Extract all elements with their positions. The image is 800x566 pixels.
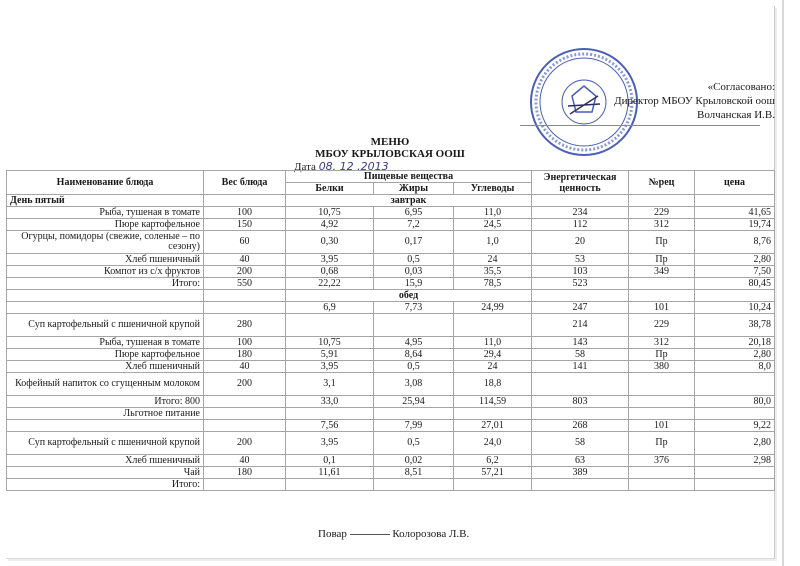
dish-weight: 40 [204, 361, 286, 373]
dish-fat: 0,17 [374, 231, 454, 254]
table-row [7, 207, 775, 219]
dish-name: Чай [7, 467, 204, 479]
dish-name: Кофейный напиток со сгущенным молоком [7, 373, 204, 396]
dish-weight: 200 [204, 373, 286, 396]
total-weight [204, 479, 286, 491]
dish-protein: 4,92 [286, 219, 374, 231]
section-discount-label: Льготное питание [7, 408, 204, 420]
total-fat: 25,94 [374, 396, 454, 408]
header-weight: Вес блюда [204, 171, 286, 195]
dish-protein: 10,75 [286, 337, 374, 349]
dish-name [7, 302, 204, 314]
table-row [7, 302, 775, 314]
section-row-discount [7, 408, 775, 420]
dish-fat [374, 314, 454, 337]
dish-fat: 0,5 [374, 361, 454, 373]
dish-protein: 0,68 [286, 266, 374, 278]
day-label: День пятый [7, 195, 204, 207]
table-row [7, 314, 775, 337]
dish-recipe: Пр [629, 349, 695, 361]
total-energy: 803 [532, 396, 629, 408]
dish-name: Хлеб пшеничный [7, 361, 204, 373]
dish-fat: 0,02 [374, 455, 454, 467]
dish-recipe [629, 373, 695, 396]
approval-position: Директор МБОУ Крыловской оош [614, 95, 775, 107]
menu-title-line1: МЕНЮ [370, 136, 410, 148]
total-protein [286, 479, 374, 491]
dish-energy: 268 [532, 420, 629, 432]
dish-recipe: 229 [629, 314, 695, 337]
menu-table [6, 170, 775, 491]
approval-title: «Согласовано: [707, 81, 775, 93]
dish-price: 10,24 [695, 302, 775, 314]
dish-fat: 7,73 [374, 302, 454, 314]
dish-recipe [629, 467, 695, 479]
dish-protein: 3,95 [286, 254, 374, 266]
dish-name: Суп картофельный с пшеничной крупой [7, 314, 204, 337]
footer-signature [318, 528, 469, 540]
total-fat: 15,9 [374, 278, 454, 290]
total-protein: 33,0 [286, 396, 374, 408]
dish-price: 7,50 [695, 266, 775, 278]
total-recipe [629, 479, 695, 491]
lunch-rows [7, 302, 775, 408]
header-price: цена [695, 171, 775, 195]
dish-energy: 247 [532, 302, 629, 314]
dish-carbs: 6,2 [454, 455, 532, 467]
dish-energy: 143 [532, 337, 629, 349]
dish-name: Хлеб пшеничный [7, 455, 204, 467]
dish-fat: 8,64 [374, 349, 454, 361]
approval-signature-line [520, 125, 760, 126]
dish-energy: 389 [532, 467, 629, 479]
dish-recipe: 101 [629, 420, 695, 432]
dish-carbs: 24 [454, 254, 532, 266]
dish-recipe: 349 [629, 266, 695, 278]
dish-energy: 103 [532, 266, 629, 278]
total-fat [374, 479, 454, 491]
dish-name: Огурцы, помидоры (свежие, соленые – по сезону) [7, 231, 204, 254]
dish-carbs: 1,0 [454, 231, 532, 254]
total-energy: 523 [532, 278, 629, 290]
header-recipe: №рец [629, 171, 695, 195]
dish-weight [204, 420, 286, 432]
table-row [7, 231, 775, 254]
dish-carbs: 29,4 [454, 349, 532, 361]
dish-carbs: 11,0 [454, 207, 532, 219]
section-breakfast-label: завтрак [286, 195, 532, 207]
dish-price [695, 467, 775, 479]
breakfast-rows [7, 207, 775, 290]
table-header-row [7, 171, 775, 183]
dish-recipe: 101 [629, 302, 695, 314]
dish-price: 2,80 [695, 254, 775, 266]
total-energy [532, 479, 629, 491]
dish-protein: 3,1 [286, 373, 374, 396]
dish-carbs: 24,99 [454, 302, 532, 314]
dish-fat: 4,95 [374, 337, 454, 349]
total-recipe [629, 278, 695, 290]
total-label: Итого: [7, 278, 204, 290]
total-price [695, 479, 775, 491]
dish-recipe: Пр [629, 231, 695, 254]
dish-fat: 6,95 [374, 207, 454, 219]
dish-price: 9,22 [695, 420, 775, 432]
dish-name [7, 420, 204, 432]
dish-energy: 214 [532, 314, 629, 337]
dish-protein: 3,95 [286, 432, 374, 455]
date-label: Дата [294, 161, 316, 173]
dish-energy: 20 [532, 231, 629, 254]
dish-carbs: 24,5 [454, 219, 532, 231]
dish-weight: 200 [204, 432, 286, 455]
dish-carbs: 27,01 [454, 420, 532, 432]
table-row [7, 219, 775, 231]
table-row [7, 373, 775, 396]
dish-name: Суп картофельный с пшеничной крупой [7, 432, 204, 455]
dish-name: Хлеб пшеничный [7, 254, 204, 266]
total-weight [204, 396, 286, 408]
menu-title [300, 136, 480, 160]
total-protein: 22,22 [286, 278, 374, 290]
dish-weight: 100 [204, 207, 286, 219]
total-label: Итого: 800 [7, 396, 204, 408]
dish-name: Рыба, тушеная в томате [7, 337, 204, 349]
dish-energy: 234 [532, 207, 629, 219]
dish-fat: 7,99 [374, 420, 454, 432]
dish-price: 41,65 [695, 207, 775, 219]
approval-signer: Волчанская И.В. [696, 109, 775, 121]
dish-weight: 40 [204, 254, 286, 266]
header-carbs: Углеводы [454, 183, 532, 195]
header-proteins: Белки [286, 183, 374, 195]
dish-fat: 8,51 [374, 467, 454, 479]
dish-energy: 58 [532, 349, 629, 361]
total-weight: 550 [204, 278, 286, 290]
dish-energy: 63 [532, 455, 629, 467]
total-row [7, 396, 775, 408]
dish-weight: 280 [204, 314, 286, 337]
section-row-lunch [7, 290, 775, 302]
dish-protein [286, 314, 374, 337]
dish-recipe: 312 [629, 219, 695, 231]
total-row [7, 479, 775, 491]
dish-carbs: 11,0 [454, 337, 532, 349]
cook-name: Колорозова Л.В. [392, 528, 470, 540]
cook-signature-line [350, 534, 390, 535]
date-value: 08. 12 .2013 [318, 160, 389, 173]
dish-protein: 3,95 [286, 361, 374, 373]
dish-price: 20,18 [695, 337, 775, 349]
dish-fat: 0,5 [374, 254, 454, 266]
dish-weight: 150 [204, 219, 286, 231]
dish-recipe: Пр [629, 432, 695, 455]
dish-fat: 7,2 [374, 219, 454, 231]
header-energy: Энергетическая ценность [532, 171, 629, 195]
total-carbs: 114,59 [454, 396, 532, 408]
dish-name: Пюре картофельное [7, 219, 204, 231]
dish-weight: 100 [204, 337, 286, 349]
table-row [7, 361, 775, 373]
header-nutrients: Пищевые вещества [286, 171, 532, 183]
table-row [7, 337, 775, 349]
dish-recipe: Пр [629, 254, 695, 266]
dish-protein: 7,56 [286, 420, 374, 432]
dish-price: 2,80 [695, 349, 775, 361]
dish-recipe: 380 [629, 361, 695, 373]
section-lunch-label: обед [286, 290, 532, 302]
dish-carbs: 24,0 [454, 432, 532, 455]
dish-energy [532, 373, 629, 396]
dish-price: 2,80 [695, 432, 775, 455]
dish-weight: 60 [204, 231, 286, 254]
dish-price: 38,78 [695, 314, 775, 337]
table-row [7, 467, 775, 479]
total-price: 80,0 [695, 396, 775, 408]
dish-weight: 40 [204, 455, 286, 467]
menu-title-school: МБОУ КРЫЛОВСКАЯ ООШ [315, 148, 465, 160]
dish-price: 8,76 [695, 231, 775, 254]
approval-block [560, 80, 775, 122]
dish-fat: 0,03 [374, 266, 454, 278]
total-carbs: 78,5 [454, 278, 532, 290]
total-recipe [629, 396, 695, 408]
dish-protein: 6,9 [286, 302, 374, 314]
dish-price: 8,0 [695, 361, 775, 373]
dish-recipe: 229 [629, 207, 695, 219]
table-row [7, 420, 775, 432]
header-fats: Жиры [374, 183, 454, 195]
total-carbs [454, 479, 532, 491]
dish-protein: 0,1 [286, 455, 374, 467]
dish-price [695, 373, 775, 396]
dish-energy: 53 [532, 254, 629, 266]
dish-protein: 0,30 [286, 231, 374, 254]
table-row [7, 455, 775, 467]
dish-price: 19,74 [695, 219, 775, 231]
dish-carbs: 35,5 [454, 266, 532, 278]
total-row [7, 278, 775, 290]
total-price: 80,45 [695, 278, 775, 290]
table-row [7, 254, 775, 266]
dish-weight: 180 [204, 467, 286, 479]
dish-weight [204, 302, 286, 314]
table-row [7, 349, 775, 361]
dish-carbs [454, 314, 532, 337]
table-row [7, 432, 775, 455]
dish-protein: 11,61 [286, 467, 374, 479]
dish-energy: 58 [532, 432, 629, 455]
section-row-breakfast [7, 195, 775, 207]
dish-name: Пюре картофельное [7, 349, 204, 361]
dish-name: Компот из с/х фруктов [7, 266, 204, 278]
dish-recipe: 312 [629, 337, 695, 349]
dish-name: Рыба, тушеная в томате [7, 207, 204, 219]
discount-rows [7, 408, 775, 491]
dish-weight: 200 [204, 266, 286, 278]
dish-fat: 0,5 [374, 432, 454, 455]
dish-weight: 180 [204, 349, 286, 361]
dish-carbs: 18,8 [454, 373, 532, 396]
cook-label: Повар [318, 528, 347, 540]
table-row [7, 266, 775, 278]
total-label: Итого: [7, 479, 204, 491]
dish-carbs: 24 [454, 361, 532, 373]
dish-energy: 112 [532, 219, 629, 231]
dish-carbs: 57,21 [454, 467, 532, 479]
dish-protein: 10,75 [286, 207, 374, 219]
dish-price: 2,98 [695, 455, 775, 467]
dish-protein: 5,91 [286, 349, 374, 361]
dish-recipe: 376 [629, 455, 695, 467]
header-name: Наименование блюда [7, 171, 204, 195]
dish-fat: 3,08 [374, 373, 454, 396]
page-edge-right [782, 0, 784, 566]
dish-energy: 141 [532, 361, 629, 373]
